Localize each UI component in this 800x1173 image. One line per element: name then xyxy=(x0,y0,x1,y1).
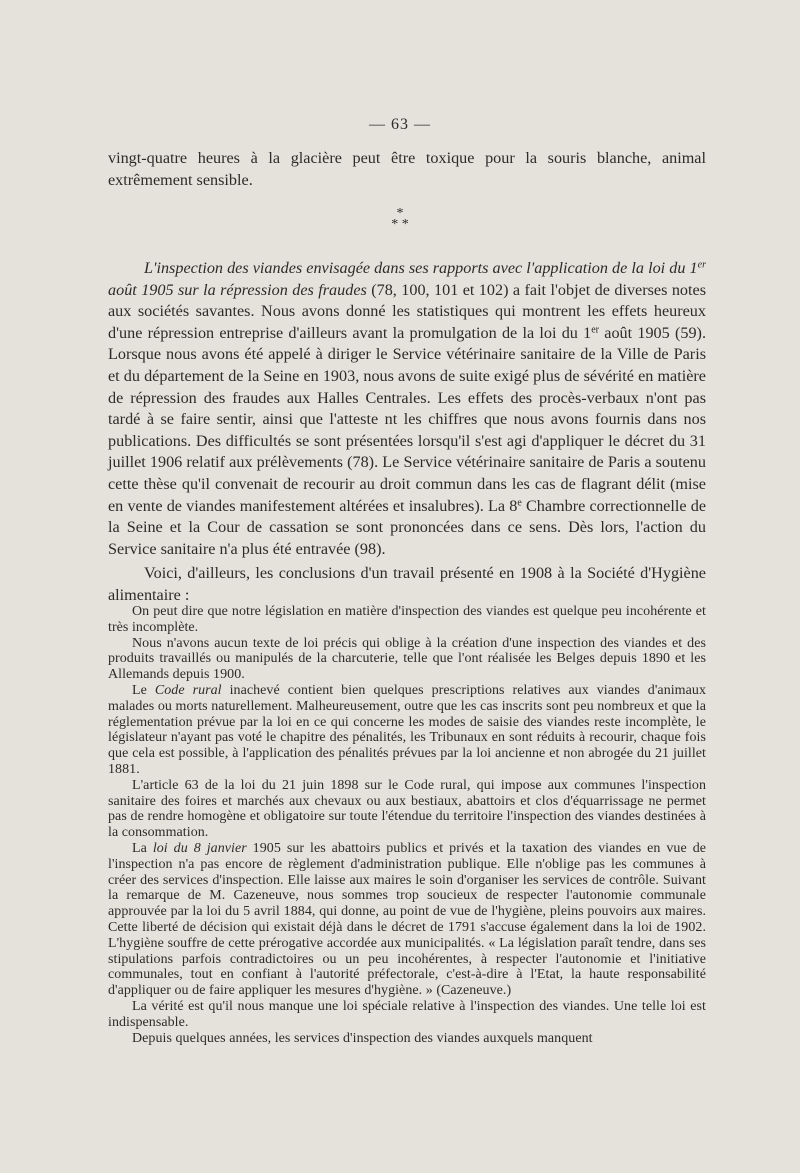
quote-paragraph-1: On peut dire que notre législation en matière d'inspection des viandes est quelque peu incohérente et très incomplète. xyxy=(108,604,706,635)
quote-paragraph-4: L'article 63 de la loi du 21 juin 1898 sur le Code rural, qui impose aux communes l'inspection sanitaire des foires et marchés aux chevaux ou aux bestiaux, abattoirs et clos d'équarrissage ne permet pas de rendre homogène et obligatoire sur toute l'étendue du territoire l'inspection des viandes destinées à la consommation. xyxy=(108,777,706,841)
main-section xyxy=(108,258,706,607)
quoted-conclusions xyxy=(108,604,706,1046)
quote-5-text: 1905 sur les abattoirs publics et privés et la taxation des viandes en vue de l'inspection n'a pas encore de règlement d'administration publique. Elle n'oblige pas les communes à créer des services d'inspection. Elle laisse aux maires le soin d'organiser les services de contrôle. Suivant la remarque de M. Cazeneuve, nous sommes trop soucieux de respecter l'autonomie communale approuvée par la loi du 5 avril 1884, qui donne, au point de vue de l'hygiène, pleins pouvoirs aux maires. Cette liberté de décision qui existait déjà dans le décret de 1791 s'accuse également dans la loi de 1902. L'hygiène souffre de cette prérogative accordée aux municipalités. « La législation paraît tendre, dans ses stipulations parfois contradictoires ou un peu incohérentes, à respecter l'autonomie et l'initiative communales, tout en confiant à l'autorité préfectorale, c'est-à-dire à l'Etat, la haute responsabilité d'appliquer ou de faire appliquer les mesures d'hygiène. » (Cazeneuve.) xyxy=(108,840,707,999)
quote-5-lead: La xyxy=(132,840,153,856)
quote-paragraph-2: Nous n'avons aucun texte de loi précis qui oblige à la création d'une inspection des viandes et des produits travaillés ou manipulés de la charcuterie, telle que l'ont réalisée les Belges depuis 1890 et les Allemands depuis 1900. xyxy=(108,635,706,683)
quote-3-lead: Le xyxy=(132,682,155,698)
code-rural-italic: Code rural xyxy=(154,682,222,698)
paragraph-continuation xyxy=(108,148,706,191)
superscript-e: e xyxy=(517,497,522,509)
paragraph-3: Voici, d'ailleurs, les conclusions d'un travail présenté en 1908 à la Société d'Hygiène alimentaire : xyxy=(108,564,706,604)
quote-paragraph-7: Depuis quelques années, les services d'inspection des viandes auxquels manquent xyxy=(132,1030,593,1046)
quote-paragraph-3 xyxy=(108,683,706,778)
paragraph-1: vingt-quatre heures à la glacière peut être toxique pour la souris blanche, animal extrêmement sensible. xyxy=(108,149,706,189)
paragraph-2 xyxy=(108,258,706,560)
quote-3-text: inachevé contient bien quelques prescriptions relatives aux viandes d'animaux malades ou morts naturellement. Malheureusement, outre que les cas inscrits sont peu nombreux et que la réglementation prévue par la loi en ce qui concerne les modes de saisie des viandes reste incomplète, le législateur n'ayant pas voté le chapitre des pénalités, les Tribunaux en sont réduits à recourir, chaque fois que cela est possible, à l'application des pénalités prévues par la loi ancienne et non abrogée du 21 juillet 1881. xyxy=(108,682,706,777)
section-separator xyxy=(0,208,800,230)
paragraph-2-text-b: août 1905 (59). Lorsque nous avons été appelé à diriger le Service vétérinaire sanitaire de la Ville de Paris et du département de la Seine en 1903, nous avons de suite exigé plus de sévérité en matière de répression des fraudes aux Halles Centrales. Les effets des procès-verbaux n'ont pas tardé à se faire sentir, ainsi que l'atteste nt les chiffres que nous avons fournis dans nos publications. Des difficultés se sont présentées lorsqu'il s'est agi d'appliquer le décret du 31 juillet 1906 relatif aux prélèvements (78). Le Service vétérinaire sanitaire de Paris a soutenu cette thèse qu'il convenait de recourir au droit commun dans les cas de flagrant délit (mise en vente de viandes manifestement altérées et insalubres). La 8 xyxy=(108,323,706,515)
italic-title-part-1: L'inspection des viandes envisagée dans ses rapports avec l'application de la loi du 1 xyxy=(144,259,698,277)
paragraph-2-text-a: (78, 100, 101 et 102) a fait l'objet de diverses notes aux sociétés savantes. Nous avons donné les statistiques qui montrent les effets heureux d'une répression entreprise d'ailleurs avant la promulgation de la loi du 1 xyxy=(108,280,706,342)
page-number: — 63 — xyxy=(369,116,431,133)
paragraph-2-text-c: Chambre correctionnelle de la Seine et la Cour de cassation se sont prononcées dans ce sens. Dès lors, l'action du Service sanitaire n'a plus été entravée (98). xyxy=(108,496,707,558)
quote-paragraph-6: La vérité est qu'il nous manque une loi spéciale relative à l'inspection des viandes. Une telle loi est indispensable. xyxy=(108,998,706,1030)
asterism: * * * xyxy=(391,206,409,232)
superscript-er-2: er xyxy=(591,324,600,336)
quote-paragraph-5 xyxy=(108,841,706,999)
superscript-er-1: er xyxy=(697,259,706,271)
loi-italic: loi du 8 janvier xyxy=(152,840,247,856)
italic-title-part-2: août 1905 sur la répression des fraudes xyxy=(108,280,367,299)
